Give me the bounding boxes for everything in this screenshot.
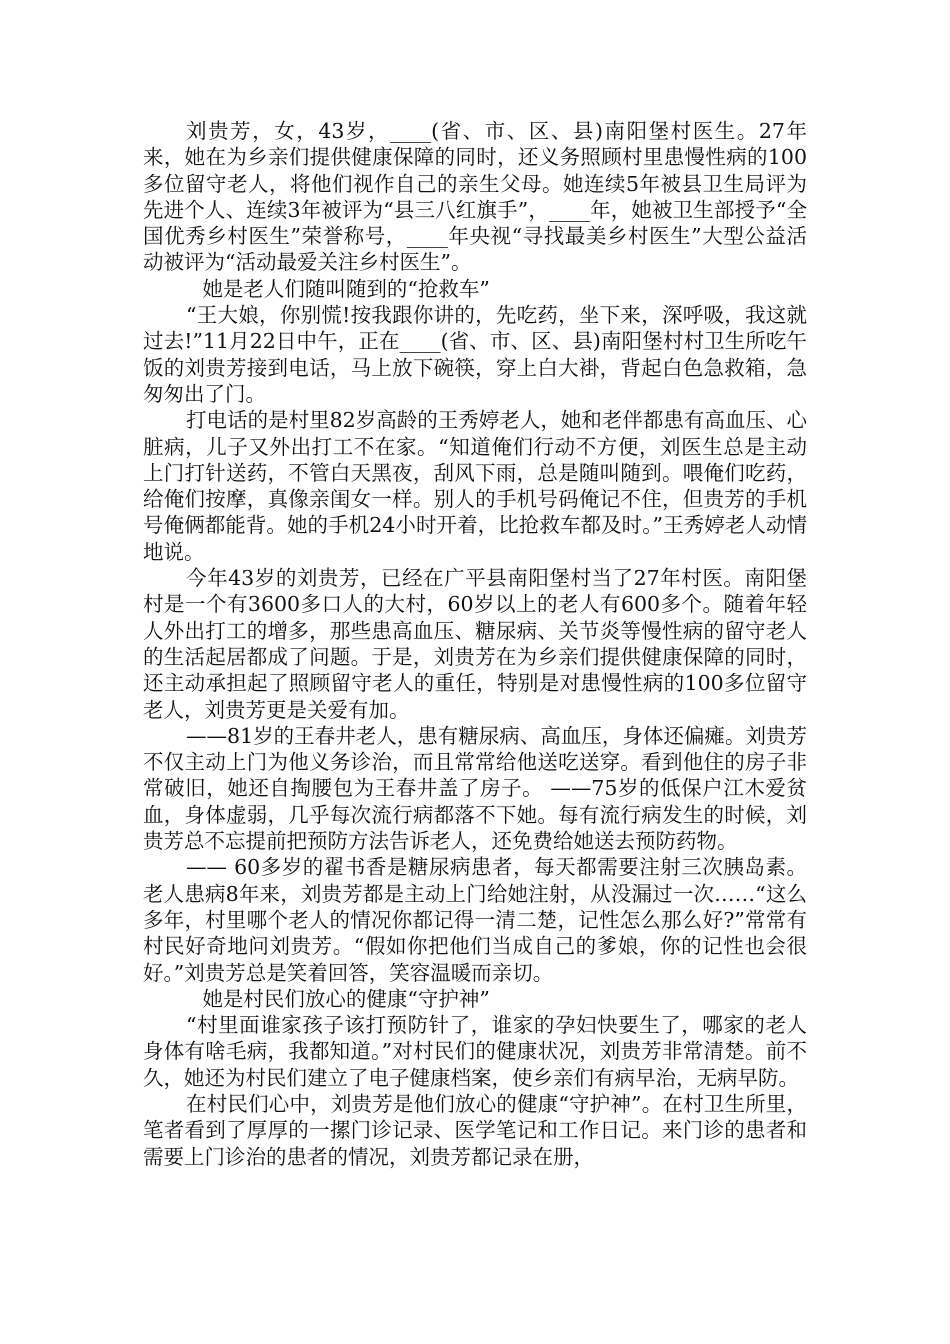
section-heading-guardian: 她是村民们放心的健康“守护神” [202,986,490,1011]
body-paragraph: 今年43岁的刘贵芳，已经在广平县南阳堡村当了27年村医。南阳堡村是一个有3600多口人的大村，60岁以上的老人有600多个。随着年轻人外出打工的增多，那些患高血压、糖尿病、关节炎等慢性病的留守老人的生活起居都成了问题。于是，刘贵芳在为乡亲们提供健康保障的同时，还主动承担起了照顾留守老人的重任，特别是对患慢性病的100多位留守老人，刘贵芳更是关爱有加。 [143,566,807,722]
article-body [143,118,807,1170]
intro-paragraph: 刘贵芳，女，43岁，____(省、市、区、县)南阳堡村医生。27年来，她在为乡亲们提供健康保障的同时，还义务照顾村里患慢性病的100多位留守老人，将他们视作自己的亲生父母。她连续5年被县卫生局评为先进个人、连续3年被评为“县三八红旗手”，____年，她被卫生部授予“全国优秀乡村医生”荣誉称号，____年央视“寻找最美乡村医生”大型公益活动被评为“活动最爱关注乡村医生”。 [143,119,807,275]
body-paragraph: “王大娘，你别慌!按我跟你讲的，先吃药，坐下来，深呼吸，我这就过去!”11月22日中午，正在____(省、市、区、县)南阳堡村村卫生所吃午饭的刘贵芳接到电话，马上放下碗筷，穿上白大褂，背起白色急救箱，急匆匆出了门。 [143,303,807,406]
body-paragraph: 在村民们心中，刘贵芳是他们放心的健康“守护神”。在村卫生所里，笔者看到了厚厚的一摞门诊记录、医学笔记和工作日记。来门诊的患者和需要上门诊治的患者的情况，刘贵芳都记录在册， [143,1091,807,1169]
body-paragraph: “村里面谁家孩子该打预防针了，谁家的孕妇快要生了，哪家的老人身体有啥毛病，我都知道。”对村民们的健康状况，刘贵芳非常清楚。前不久，她还为村民们建立了电子健康档案，使乡亲们有病早治，无病早防。 [143,1013,807,1090]
body-paragraph: ——81岁的王春井老人，患有糖尿病、高血压，身体还偏瘫。刘贵芳不仅主动上门为他义务诊治，而且常常给他送吃送穿。看到他住的房子非常破旧，她还自掏腰包为王春井盖了房子。 ——75岁的低保户江木爱贫血，身体虚弱，几乎每次流行病都落不下她。每有流行病发生的时候，刘贵芳总不忘提前把预防方法告诉老人，还免费给她送去预防药物。 [143,723,807,854]
body-paragraph: 打电话的是村里82岁高龄的王秀婷老人，她和老伴都患有高血压、心脏病，儿子又外出打工不在家。“知道俺们行动不方便，刘医生总是主动上门打针送药，不管白天黑夜，刮风下雨，总是随叫随到。喂俺们吃药，给俺们按摩，真像亲闺女一样。别人的手机号码俺记不住，但贵芳的手机号俺俩都能背。她的手机24小时开着，比抢救车都及时。”王秀婷老人动情地说。 [143,408,807,564]
section-heading-rescue: 她是老人们随叫随到的“抢救车” [202,276,490,301]
body-paragraph: —— 60多岁的翟书香是糖尿病患者，每天都需要注射三次胰岛素。老人患病8年来，刘贵芳都是主动上门给她注射，从没漏过一次……“这么多年，村里哪个老人的情况你都记得一清二楚，记性怎么那么好?”常常有村民好奇地问刘贵芳。“假如你把他们当成自己的爹娘，你的记性也会很好。”刘贵芳总是笑着回答，笑容温暖而亲切。 [143,855,807,985]
